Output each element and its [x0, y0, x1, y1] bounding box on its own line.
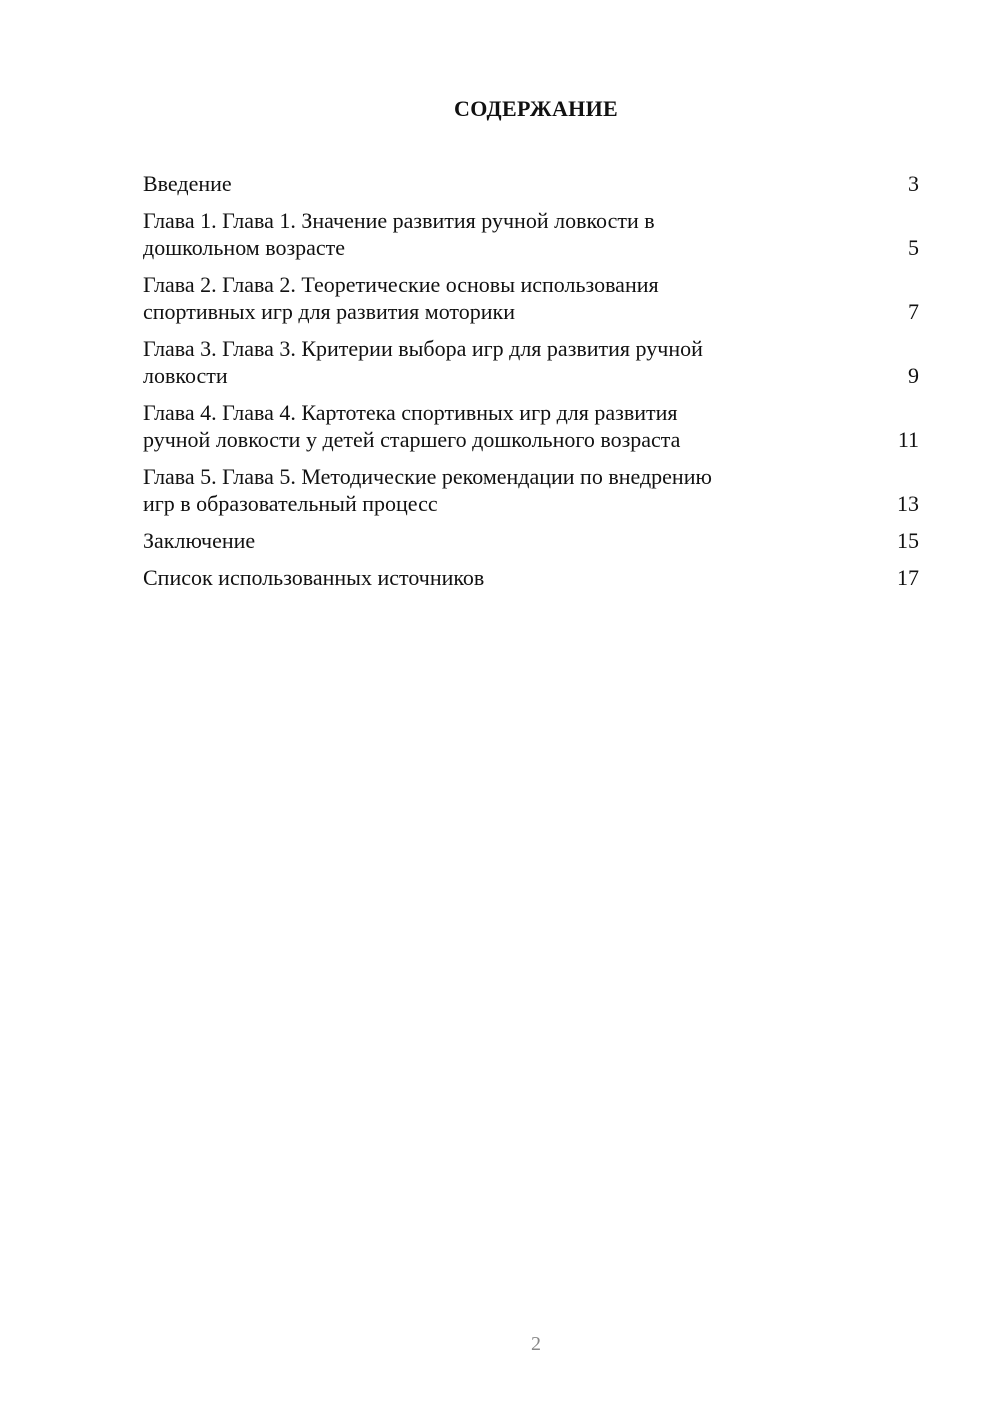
- toc-entry-title: Заключение: [143, 528, 256, 553]
- toc-entry-title: Глава 1. Глава 1. Значение развития ручной ловкости в дошкольном возрасте: [143, 208, 655, 260]
- toc-entry-page: 7: [908, 299, 919, 324]
- toc-entry-chapter-5[interactable]: [143, 463, 919, 517]
- toc-entry-page: 15: [897, 528, 919, 553]
- table-of-contents: [143, 170, 919, 601]
- page-title: СОДЕРЖАНИЕ: [454, 96, 618, 121]
- toc-entry-page: 13: [897, 491, 919, 516]
- toc-entry-chapter-1[interactable]: [143, 207, 919, 261]
- page-number: 2: [531, 1333, 541, 1355]
- toc-entry-page: 9: [908, 363, 919, 388]
- toc-entry-title: Глава 2. Глава 2. Теоретические основы использования спортивных игр для развития моторики: [143, 272, 659, 324]
- toc-entry-chapter-2[interactable]: [143, 271, 919, 325]
- toc-entry-page: 3: [908, 171, 919, 196]
- toc-entry-title: Список использованных источников: [143, 565, 485, 590]
- toc-entry-title: Глава 5. Глава 5. Методические рекомендации по внедрению игр в образовательный процесс: [143, 464, 712, 516]
- toc-entry-title: Глава 4. Глава 4. Картотека спортивных игр для развития ручной ловкости у детей старшего дошкольного возраста: [143, 400, 681, 452]
- toc-entry-title: Глава 3. Глава 3. Критерии выбора игр для развития ручной ловкости: [143, 336, 703, 388]
- toc-entry-page: 11: [897, 427, 919, 452]
- toc-entry-chapter-3[interactable]: [143, 335, 919, 389]
- toc-entry-page: 5: [908, 235, 919, 260]
- toc-entry-chapter-4[interactable]: [143, 399, 919, 453]
- toc-entry-conclusion[interactable]: [143, 527, 919, 554]
- toc-entry-references[interactable]: [143, 564, 919, 591]
- toc-entry-title: Введение: [143, 171, 232, 196]
- toc-entry-introduction[interactable]: [143, 170, 919, 197]
- toc-entry-page: 17: [897, 565, 919, 590]
